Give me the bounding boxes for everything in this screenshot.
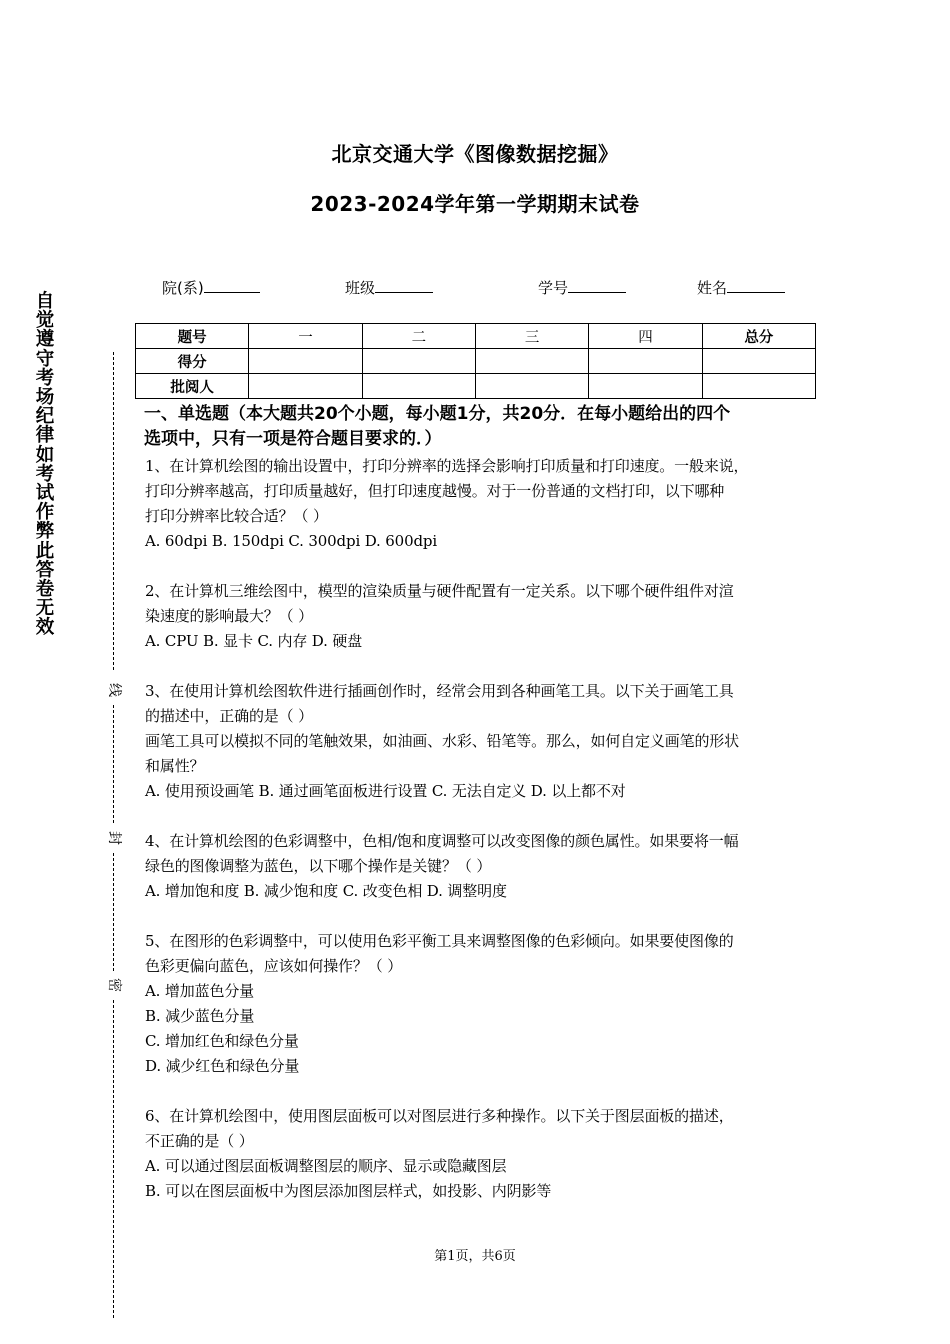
question-option: C. 增加红色和绿色分量: [145, 1032, 299, 1050]
header-cell: 三: [475, 324, 588, 349]
page-footer: 第1页，共6页: [434, 1249, 516, 1264]
binding-dashed-line: [113, 352, 114, 670]
info-label: 班级: [345, 279, 376, 297]
question-option: A. 可以通过图层面板调整图层的顺序、显示或隐藏图层: [145, 1157, 507, 1175]
grader-cell[interactable]: [589, 374, 702, 399]
info-label: 姓名: [697, 279, 728, 297]
question-option: A. 增加蓝色分量: [145, 982, 255, 1000]
row-label: 得分: [136, 349, 249, 374]
question-line: 画笔工具可以模拟不同的笔触效果，如油画、水彩、铅笔等。那么，如何自定义画笔的形状: [145, 732, 740, 750]
seal-mark-seal: 封: [106, 828, 122, 848]
question-line: 6、在计算机绘图中，使用图层面板可以对图层进行多种操作。以下关于图层面板的描述，: [145, 1107, 734, 1125]
seal-mark-secret: 密: [106, 975, 122, 995]
info-field-name: [697, 276, 785, 298]
class-blank[interactable]: [375, 276, 433, 293]
question-spacer: [145, 1079, 825, 1104]
seal-mark-line: 线: [106, 680, 122, 700]
score-table-header-row: [136, 324, 816, 349]
score-cell[interactable]: [475, 349, 588, 374]
binding-dashed-line: [113, 1000, 114, 1318]
question-3: [145, 679, 825, 804]
score-table-row: [136, 349, 816, 374]
section-heading: [144, 402, 825, 452]
row-label: 批阅人: [136, 374, 249, 399]
question-options: A. 60dpi B. 150dpi C. 300dpi D. 600dpi: [145, 532, 438, 550]
binding-dashed-line: [113, 705, 114, 823]
question-option: B. 可以在图层面板中为图层添加图层样式，如投影、内阴影等: [145, 1182, 552, 1200]
info-field-student-id: [538, 276, 626, 298]
department-blank[interactable]: [204, 276, 260, 293]
score-cell[interactable]: [589, 349, 702, 374]
student-info-row: [160, 276, 840, 298]
header-cell: 二: [362, 324, 475, 349]
question-spacer: [145, 654, 825, 679]
exam-title-line2: 2023-2024学年第一学期期末试卷: [310, 192, 640, 216]
question-2: [145, 579, 825, 654]
student-id-blank[interactable]: [568, 276, 626, 293]
question-4: [145, 829, 825, 904]
question-line: 和属性？: [145, 757, 205, 775]
info-label: 学号: [538, 279, 569, 297]
header-cell: 总分: [702, 324, 815, 349]
question-line: 染速度的影响最大？（ ）: [145, 607, 313, 625]
header-cell: 题号: [136, 324, 249, 349]
info-field-class: [345, 276, 433, 298]
question-5: [145, 929, 825, 1079]
question-line: 4、在计算机绘图的色彩调整中，色相/饱和度调整可以改变图像的颜色属性。如果要将一幅: [145, 832, 739, 850]
binding-dashed-line: [113, 853, 114, 971]
score-cell[interactable]: [362, 349, 475, 374]
question-option: D. 减少红色和绿色分量: [145, 1057, 300, 1075]
grader-cell[interactable]: [475, 374, 588, 399]
question-line: 不正确的是（ ）: [145, 1132, 254, 1150]
side-notice: 自觉遵守考场纪律如考试作弊此答卷无效: [35, 291, 55, 639]
question-line: 打印分辨率比较合适？（ ）: [145, 507, 328, 525]
info-label: 院(系): [162, 279, 204, 297]
question-option: B. 减少蓝色分量: [145, 1007, 255, 1025]
question-line: 的描述中，正确的是（ ）: [145, 707, 313, 725]
grader-cell[interactable]: [249, 374, 362, 399]
question-line: 色彩更偏向蓝色，应该如何操作？（ ）: [145, 957, 403, 975]
question-line: 5、在图形的色彩调整中，可以使用色彩平衡工具来调整图像的色彩倾向。如果要使图像的: [145, 932, 734, 950]
score-table-row: [136, 374, 816, 399]
exam-content: [145, 402, 825, 1204]
score-cell[interactable]: [249, 349, 362, 374]
question-spacer: [145, 804, 825, 829]
header-cell: 一: [249, 324, 362, 349]
question-options: A. 增加饱和度 B. 减少饱和度 C. 改变色相 D. 调整明度: [145, 882, 507, 900]
score-cell[interactable]: [702, 349, 815, 374]
question-options: A. CPU B. 显卡 C. 内存 D. 硬盘: [145, 632, 363, 650]
header-cell: 四: [589, 324, 702, 349]
question-6: [145, 1104, 825, 1204]
exam-title-line1: 北京交通大学《图像数据挖掘》: [331, 142, 619, 166]
question-1: [145, 454, 825, 554]
question-line: 打印分辨率越高，打印质量越好，但打印速度越慢。对于一份普通的文档打印，以下哪种: [145, 482, 725, 500]
info-field-department: [162, 276, 260, 298]
question-line: 1、在计算机绘图的输出设置中，打印分辨率的选择会影响打印质量和打印速度。一般来说，: [145, 457, 749, 475]
question-line: 绿色的图像调整为蓝色，以下哪个操作是关键？（ ）: [145, 857, 492, 875]
score-table: [135, 323, 816, 399]
question-spacer: [145, 904, 825, 929]
question-spacer: [145, 554, 825, 579]
question-options: A. 使用预设画笔 B. 通过画笔面板进行设置 C. 无法自定义 D. 以上都不对: [145, 782, 626, 800]
section-heading-line: 选项中，只有一项是符合题目要求的．）: [144, 429, 442, 449]
section-heading-line: 一、单选题（本大题共20个小题，每小题1分，共20分．在每小题给出的四个: [144, 404, 731, 424]
question-line: 3、在使用计算机绘图软件进行插画创作时，经常会用到各种画笔工具。以下关于画笔工具: [145, 682, 734, 700]
grader-cell[interactable]: [702, 374, 815, 399]
grader-cell[interactable]: [362, 374, 475, 399]
name-blank[interactable]: [727, 276, 785, 293]
question-line: 2、在计算机三维绘图中，模型的渲染质量与硬件配置有一定关系。以下哪个硬件组件对渲: [145, 582, 734, 600]
